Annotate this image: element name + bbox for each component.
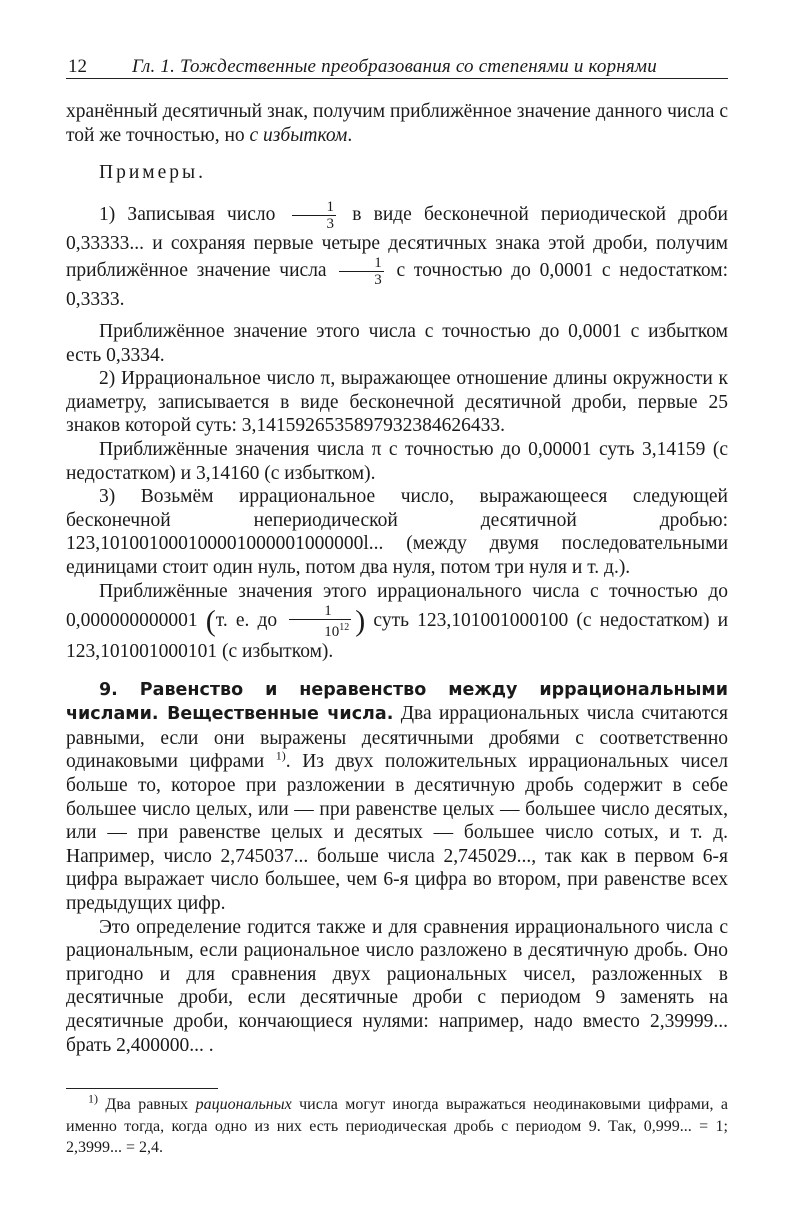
example-1: 1) Записывая число $\frac{1}{3}$ в виде бесконечной периодической дроби 0,33333... и сохраняя первые четыре десятичных знака этой дроби, получим приближённое значение числа $\frac{1}{3}$ с точностью до 0,0001 с недостатком: 0,3333.	[66, 198, 728, 311]
paragraph-comparison: Это определение годится также и для сравнения иррационального числа с рациональным, если рациональное число разложено в десятичную дробь. Оно пригодно и для сравнения двух рациональных чисел, разложенных в десятичные дроби, если десятичные дроби с периодом 9 заменять на десятичные дроби, кончающиеся нулями: например, надо вместо 2,39999... брать 2,400000... .	[66, 916, 728, 1056]
chapter-title: Гл. 1. Тождественные преобразования со степенями и корнями	[132, 56, 657, 77]
footnote-mark: 1)	[275, 748, 286, 763]
emphasis-text: с избытком	[249, 124, 348, 146]
example-1-upper: Приближённое значение этого числа с точностью до 0,0001 с избытком есть 0,3334.	[66, 320, 728, 366]
footnote-emphasis: рациональных	[195, 1096, 292, 1113]
example-2: 2) Иррациональное число π, выражающее отношение длины окружности к диаметру, записывается в виде бесконечной десятичной дроби, первые 25 знаков которой суть: 3,1415926535897932384626433.	[66, 368, 728, 437]
paragraph-continuation: хранённый десятичный знак, получим приближённое значение данного числа с той же точностью, но с избытком.	[66, 101, 728, 146]
example-3-approx: Приближённые значения этого иррационального числа с точностью до 0,000000000001 (т. е. до $\frac{1}{10^{12}}$ ) суть 123,101001000100 (с недостатком) и 123,101001000101 (с избытком).	[66, 580, 729, 663]
fraction-one-third: $\frac{1}{3}$	[292, 199, 337, 232]
running-header	[66, 54, 728, 79]
example-2-approx: Приближённые значения числа π с точностью до 0,00001 суть 3,14159 (с недостатком) и 3,14160 (с избытком).	[66, 438, 728, 484]
section-9: 9. Равенство и неравенство между иррациональными числами. Вещественные числа. Два иррациональных числа считаются равными, если они выражены десятичными дробями с соответственно одинаковыми цифрами $^{1)}$. Из двух положительных иррациональных чисел больше то, которое при разложении в десятичную дробь содержит в себе большее число целых, или — при равенстве целых — большее число десятых, или — при равенстве целых и десятых — большее число сотых, и т. д. Например, число 2,745037... больше числа 2,745029..., так как в первом 6-я цифра выражает число большее, чем 6-я цифра во втором, при равенстве всех предыдущих цифр.	[66, 679, 729, 915]
footnote: $^{1)}$ Два равных рациональных числа могут иногда выражаться неодинаковыми цифрами, а именно тогда, когда одно из них есть периодическая дробь с периодом 9. Так, 0,999... = 1; 2,3999... = 2,4.	[66, 1091, 729, 1156]
page-body	[66, 100, 728, 1057]
footnote-number: 1)	[88, 1091, 98, 1106]
fraction-ten-pow-12: $\frac{1}{10^{12}}$	[289, 603, 351, 640]
examples-heading: Примеры.	[99, 162, 206, 184]
example-3: 3) Возьмём иррациональное число, выражающееся следующей бесконечной непериодической десятичной дробью: 123,101001000100001000001000000l... (между двумя последовательными единицами стоит один нуль, потом два нуля, потом три нуля и т. д.).	[66, 486, 728, 578]
section-title: 9. Равенство и неравенство между иррациональными числами. Вещественные числа.	[66, 679, 728, 725]
page-number: 12	[68, 56, 87, 77]
footnote-divider	[66, 1088, 218, 1089]
fraction-one-third-2: $\frac{1}{3}$	[339, 255, 384, 288]
